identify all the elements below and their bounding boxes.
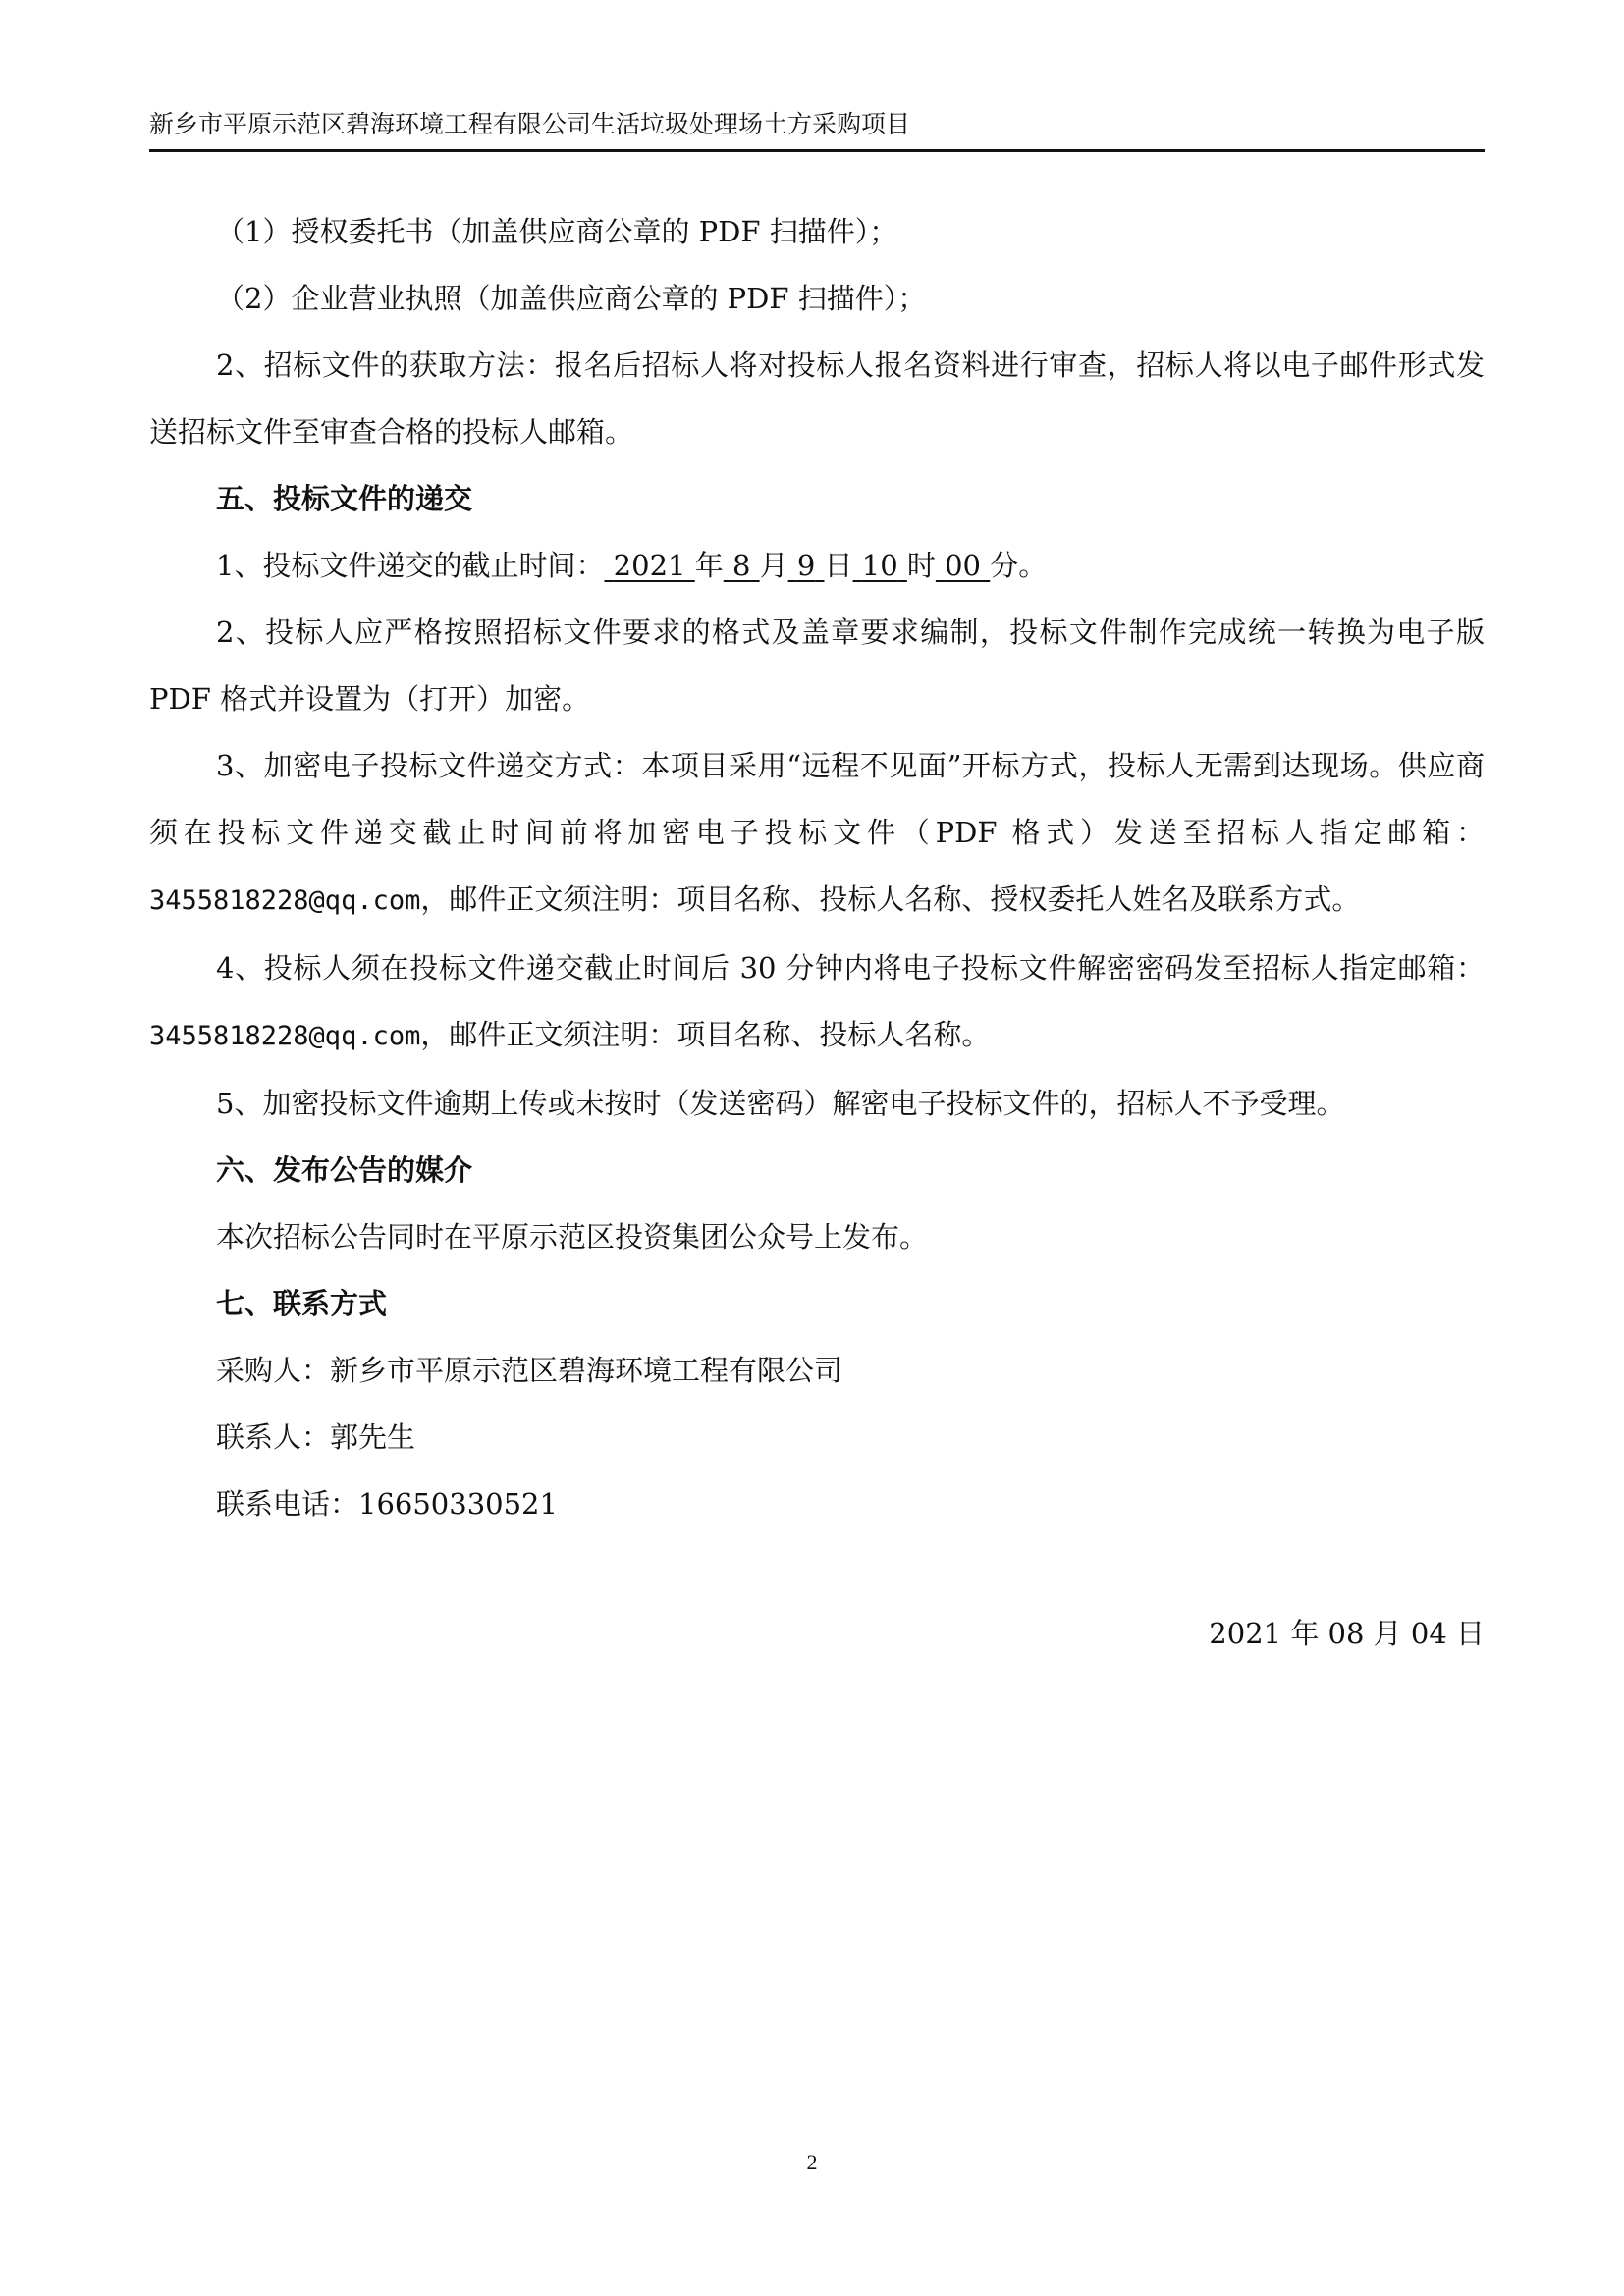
paragraph-late-submission: 5、加密投标文件逾期上传或未按时（发送密码）解密电子投标文件的，招标人不予受理。 bbox=[216, 1087, 1345, 1120]
running-header: 新乡市平原示范区碧海环境工程有限公司生活垃圾处理场土方采购项目 bbox=[149, 110, 911, 138]
contact-buyer: 采购人：新乡市平原示范区碧海环境工程有限公司 bbox=[216, 1354, 843, 1387]
email-address: 3455818228@qq.com bbox=[149, 1021, 421, 1051]
paragraph-obtain-method: 2、招标文件的获取方法：报名后招标人将对投标人报名资料进行审查，招标人将以电子邮件形式发送招标文件至审查合格的投标人邮箱。 bbox=[149, 348, 1485, 449]
deadline-year-unit: 年 bbox=[694, 549, 724, 582]
section-heading-submission: 五、投标文件的递交 bbox=[216, 482, 473, 515]
deadline-minute-unit: 分。 bbox=[990, 549, 1048, 582]
paragraph-decryption-password: 4、投标人须在投标文件递交截止时间后 30 分钟内将电子投标文件解密密码发至招标人指定邮箱：3455818228@qq.com，邮件正文须注明：项目名称、投标人名称。 bbox=[149, 951, 1485, 1051]
deadline-minute: 00 bbox=[945, 549, 982, 582]
paragraph-deadline bbox=[149, 532, 1485, 599]
deadline-day: 9 bbox=[796, 549, 816, 582]
deadline-month: 8 bbox=[731, 549, 751, 582]
email-address: 3455818228@qq.com bbox=[149, 885, 421, 916]
contact-phone: 联系电话：16650330521 bbox=[216, 1487, 558, 1521]
page-number: 2 bbox=[806, 2150, 818, 2174]
deadline-day-unit: 日 bbox=[824, 549, 853, 582]
document-body bbox=[149, 198, 1485, 1537]
header-rule bbox=[149, 149, 1485, 152]
paragraph-media: 本次招标公告同时在平原示范区投资集团公众号上发布。 bbox=[216, 1220, 929, 1254]
paragraph-submission-method: 3、加密电子投标文件递交方式：本项目采用“远程不见面”开标方式，投标人无需到达现场。供应商须在投标文件递交截止时间前将加密电子投标文件（PDF 格式）发送至招标人指定邮箱：3455818228@qq.com，邮件正文须注明：项目名称、投标人名称、授权委托人姓名及联系方式。 bbox=[149, 749, 1485, 916]
section-heading-contact: 七、联系方式 bbox=[216, 1287, 388, 1320]
paragraph-format-requirement: 2、投标人应严格按照招标文件要求的格式及盖章要求编制，投标文件制作完成统一转换为电子版 PDF 格式并设置为（打开）加密。 bbox=[149, 615, 1485, 716]
list-item-authorization-letter: （1）授权委托书（加盖供应商公章的 PDF 扫描件）； bbox=[216, 215, 898, 248]
deadline-hour-unit: 时 bbox=[906, 549, 936, 582]
contact-person: 联系人：郭先生 bbox=[216, 1420, 416, 1454]
deadline-year: 2021 bbox=[613, 549, 686, 582]
section-heading-media: 六、发布公告的媒介 bbox=[216, 1153, 473, 1187]
deadline-month-unit: 月 bbox=[759, 549, 788, 582]
list-item-business-license: （2）企业营业执照（加盖供应商公章的 PDF 扫描件）； bbox=[216, 282, 927, 315]
deadline-hour: 10 bbox=[861, 549, 898, 582]
deadline-prefix: 1、投标文件递交的截止时间： bbox=[216, 549, 605, 582]
document-date: 2021 年 08 月 04 日 bbox=[1209, 1617, 1485, 1650]
